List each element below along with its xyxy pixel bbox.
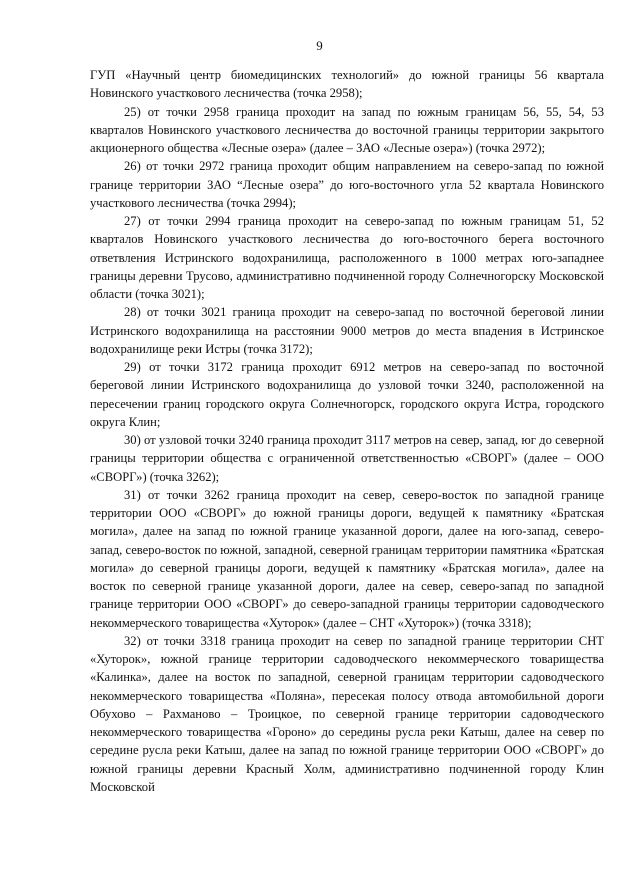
paragraph-item-25: 25) от точки 2958 граница проходит на запад по южным границам 56, 55, 54, 53 кварталов Новинского участкового лесничества до восточной границы территории закрытого акционерного общества «Лесные озера» (далее – ЗАО «Лесные озера») (точка 2972); (90, 104, 604, 155)
page-number: 9 (316, 38, 323, 53)
paragraph-item-29: 29) от точки 3172 граница проходит 6912 метров на северо-запад по восточной береговой линии Истринского водохранилища до узловой точки 3240, расположенной на пересечении границ городского округа Солнечногорск, городского округа Истра, городского округа Клин; (90, 360, 604, 429)
paragraph-item-26: 26) от точки 2972 граница проходит общим направлением на северо-запад по южной границе территории ЗАО “Лесные озера” до юго-восточного угла 52 квартала Новинского участкового лесничества (точка 2994); (90, 159, 604, 210)
paragraph-item-30: 30) от узловой точки 3240 граница проходит 3117 метров на север, запад, юг до северной границы территории общества с ограниченной ответственностью «СВОРГ» (далее – ООО «СВОРГ») (точка 3262); (90, 433, 604, 484)
paragraph-item-27: 27) от точки 2994 граница проходит на северо-запад по южным границам 51, 52 кварталов Новинского участкового лесничества до юго-восточного берега восточного ответвления Истринского водохранилища, расположенного в 1000 метрах юго-западнее границы деревни Трусово, административно подчиненной городу Солнечногорску Московской области (точка 3021); (90, 214, 604, 301)
document-body (90, 66, 604, 796)
paragraph-item-28: 28) от точки 3021 граница проходит на северо-запад по восточной береговой линии Истринского водохранилища на расстоянии 9000 метров до места впадения в Истринское водохранилище реки Истры (точка 3172); (90, 305, 604, 356)
paragraph-item-31: 31) от точки 3262 граница проходит на север, северо-восток по западной границе территории ООО «СВОРГ» до южной границы дороги, ведущей к памятнику «Братская могила», далее на запад по южной границе указанной дороги, далее на юго-запад, северо-запад, северо-восток по южной, западной, северной границам территории памятника «Братская могила» до северной границы дороги, ведущей к памятнику «Братская могила», далее на восток по северной границе указанной дороги, далее на север, северо-запад по западной границе территории ООО «СВОРГ» до северо-западной границы территории садоводческого некоммерческого товарищества «Хуторок» (далее – СНТ «Хуторок») (точка 3318); (90, 487, 604, 630)
paragraph-item-32: 32) от точки 3318 граница проходит на север по западной границе территории СНТ «Хуторок», южной границе территории садоводческого некоммерческого товарищества «Калинка», далее на восток по западной, северной границам территории садоводческого некоммерческого товарищества «Поляна», пересекая полосу отвода автомобильной дороги Обухово – Рахманово – Троицкое, по северной границе территории садоводческого некоммерческого товарищества «Гороно» до середины русла реки Катыш, далее на север по середине русла реки Катыш, далее на запад по южной границе территории ООО «СВОРГ» до южной границы деревни Красный Холм, административно подчиненной городу Клин Московской (90, 633, 604, 794)
paragraph-continuation: ГУП «Научный центр биомедицинских технологий» до южной границы 56 квартала Новинского участкового лесничества (точка 2958); (90, 68, 604, 101)
